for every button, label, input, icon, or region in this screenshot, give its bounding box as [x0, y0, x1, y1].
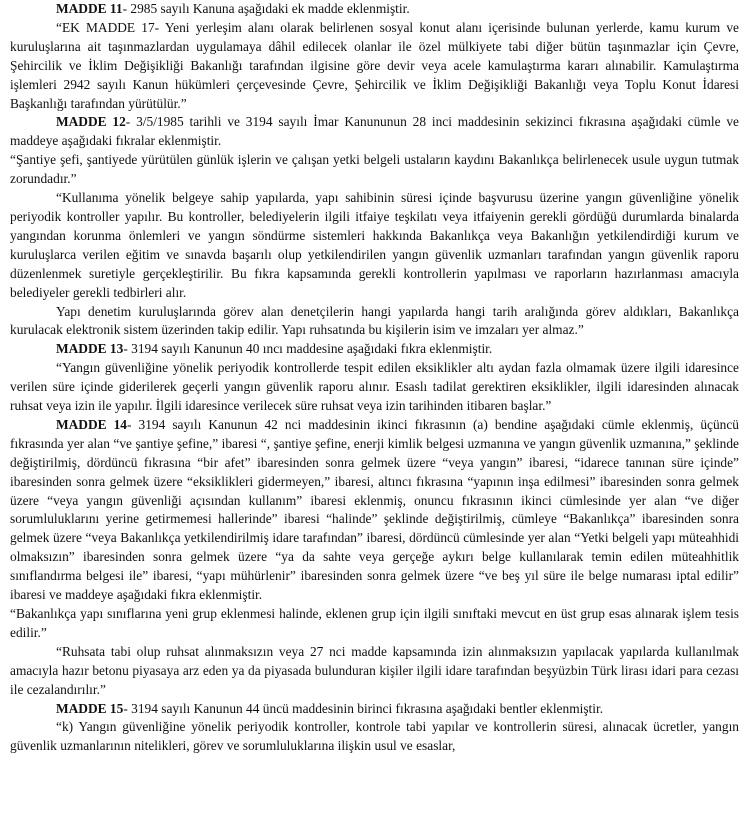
paragraph-text: “Ruhsata tabi olup ruhsat alınmaksızın veya 27 nci madde kapsamında izin alınmaksızın yapılacak yapılarda kullanılmak amacıyla hazır betonu piyasaya arz eden ya da piyasada bulunduran kişiler ilgili idare tarafından beşyüzbin Türk lirası idari para cezası ile cezalandırılır.”	[10, 643, 739, 697]
paragraph-text: “Bakanlıkça yapı sınıflarına yeni grup eklenmesi halinde, eklenen grup için ilgili sınıftaki mevcut en üst grup esas alınarak işlem tesis edilir.”	[10, 606, 739, 640]
paragraph-ek-madde-17	[10, 19, 739, 114]
paragraph-text: “k) Yangın güvenliğine yönelik periyodik kontroller, kontrole tabi yapılar ve kontrollerin süresi, alınacak ücretler, yangın güvenlik uzmanlarının nitelikleri, görev ve sorumluluklarına ilişkin usul ve esaslar,	[10, 719, 739, 754]
paragraph-bent-k	[10, 718, 739, 756]
paragraph-text: - 2985 sayılı Kanuna aşağıdaki ek madde eklenmiştir.	[122, 1, 410, 16]
paragraph-yapi-denetim	[10, 303, 739, 341]
document-body	[10, 0, 739, 756]
paragraph-text: - 3/5/1985 tarihli ve 3194 sayılı İmar Kanununun 28 inci maddesinin sekizinci fıkrasına aşağıdaki cümle ve maddeye aşağıdaki fıkralar eklenmiştir.	[10, 114, 739, 149]
paragraph-madde-15	[10, 700, 739, 719]
paragraph-hazir-beton	[10, 643, 739, 700]
paragraph-santiye-sefi	[10, 151, 739, 189]
paragraph-text: - 3194 sayılı Kanunun 42 nci maddesinin ikinci fıkrasının (a) bendine aşağıdaki cümle eklenmiş, üçüncü fıkrasında yer alan “ve şantiye şefine,” ibaresi “, şantiye şefine, enerji kimlik belgesi uzmanına ve yangın güvenlik uzmanına,” şeklinde değiştirilmiş, dördüncü fıkrasına “bir afet” ibaresinden sonra gelmek üzere “veya yangın” ibaresi, “idarece tanınan süre içinde” ibaresinden sonra gelmek üzere “eksiklikleri gidermeyen,” ibaresi, altıncı fıkrasına “yapının inşa edilmesi” ibaresinden sonra gelmek üzere “veya yangın güvenliği açısından kullanım” ibaresi eklenmiş, onuncu fıkrasının ikinci cümlesinde yer alan “ve diğer sorumluluklarını yerine getirmemesi hallerinde” ibaresi “halinde” şeklinde değiştirilmiş, cümleye “Bakanlıkça” ibaresinden sonra gelmek üzere “veya Bakanlıkça yetkilendirilmiş idare tarafından” ibaresi, dördüncü cümlesinde yer alan “Yetki belgeli yapı müteahhidi olmaksızın” ibaresinden sonra gelmek üzere “ya da sahte veya gerçeğe aykırı belge kullanılarak temin edilen müteahhitlik sınıflandırma belgesi ile” ibaresi, “yapı mühürlenir” ibaresinden sonra gelmek üzere “ve beş yıl süre ile belge numarası iptal edilir” ibaresi ve maddeye aşağıdaki fıkra eklenmiştir.	[10, 416, 740, 603]
article-heading: MADDE 15	[56, 700, 124, 716]
paragraph-madde-14	[10, 416, 739, 605]
article-heading: MADDE 11	[56, 1, 123, 16]
paragraph-yapi-siniflari	[10, 605, 739, 643]
paragraph-madde-11	[10, 0, 739, 19]
paragraph-text: “EK MADDE 17- Yeni yerleşim alanı olarak belirlenen sosyal konut alanı içerisinde bulunan yerlerde, kamu kurum ve kuruluşlarına ait taşınmazlardan uygulamaya dâhil edilecek olanlar ile özel mülkiyete tabi diğer bütün taşınmazlar için Çevre, Şehircilik ve İklim Değişikliği Bakanlığı tarafından ilgisine göre devir veya acele kamulaştırma kararı alınabilir. Kamulaştırma işlemleri 2942 sayılı Kanun hükümleri çerçevesinde Çevre, Şehircilik ve İklim Değişikliği Bakanlığı veya Toplu Konut İdaresi Başkanlığı tarafından yürütülür.”	[10, 19, 739, 111]
paragraph-text: “Kullanıma yönelik belgeye sahip yapılarda, yapı sahibinin süresi içinde başvurusu üzerine yangın güvenliğine yönelik periyodik kontroller yapılır. Bu kontroller, belediyelerin ilgili itfaiye teşkilatı veya itfaiyenin gerekli gördüğü durumlarda binalarda yangından korunma önlemleri ve yangın söndürme sistemleri hakkında Bakanlıkça veya Bakanlığın yetkilendirdiği kurum ve kuruluşlarca verilen eğitim ve sınavda başarılı olup yetkilendirilen yangın güvenlik uzmanları tarafından yangın güvenlik raporu düzenlenmek suretiyle gerçekleştirilir. Bu fıkra kapsamında gerekli kontrollerin yapılması ve raporların hazırlanması amacıyla belediyeler gerekli tedbirleri alır.	[10, 190, 739, 300]
paragraph-madde-12	[10, 113, 739, 151]
paragraph-madde-13	[10, 340, 739, 359]
paragraph-text: “Yangın güvenliğine yönelik periyodik kontrollerde tespit edilen eksiklikler altı aydan fazla olmamak üzere ilgili idaresince verilen süre içinde giderilerek geçerli yangın güvenlik raporu alınır. Esaslı tadilat gerektiren eksiklikler, ilgili idaresinden alınacak ruhsat veya izin ile yapılır. İlgili idaresince verilecek süre ruhsat veya izin tarihinden itibaren başlar.”	[10, 360, 739, 414]
article-heading: MADDE 14	[56, 416, 128, 432]
article-heading: MADDE 12	[56, 114, 126, 130]
article-heading: MADDE 13	[56, 341, 124, 357]
paragraph-eksiklikler	[10, 359, 739, 416]
paragraph-text: “Şantiye şefi, şantiyede yürütülen günlük işlerin ve çalışan yetki belgeli ustaların kaydını Bakanlıkça belirlenecek usule uygun tutmak zorundadır.”	[10, 152, 739, 187]
paragraph-text: - 3194 sayılı Kanunun 40 ıncı maddesine aşağıdaki fıkra eklenmiştir.	[123, 341, 493, 357]
paragraph-periyodik-kontrol	[10, 189, 739, 302]
paragraph-text: Yapı denetim kuruluşlarında görev alan denetçilerin hangi yapılarda hangi tarih aralığında görev aldıkları, Bakanlıkça kurulacak elektronik sistem üzerinden takip edilir. Yapı ruhsatında bu kişilerin isim ve imzaları yer almaz.”	[10, 303, 739, 338]
paragraph-text: - 3194 sayılı Kanunun 44 üncü maddesinin birinci fıkrasına aşağıdaki bentler eklenmiştir.	[123, 700, 604, 716]
